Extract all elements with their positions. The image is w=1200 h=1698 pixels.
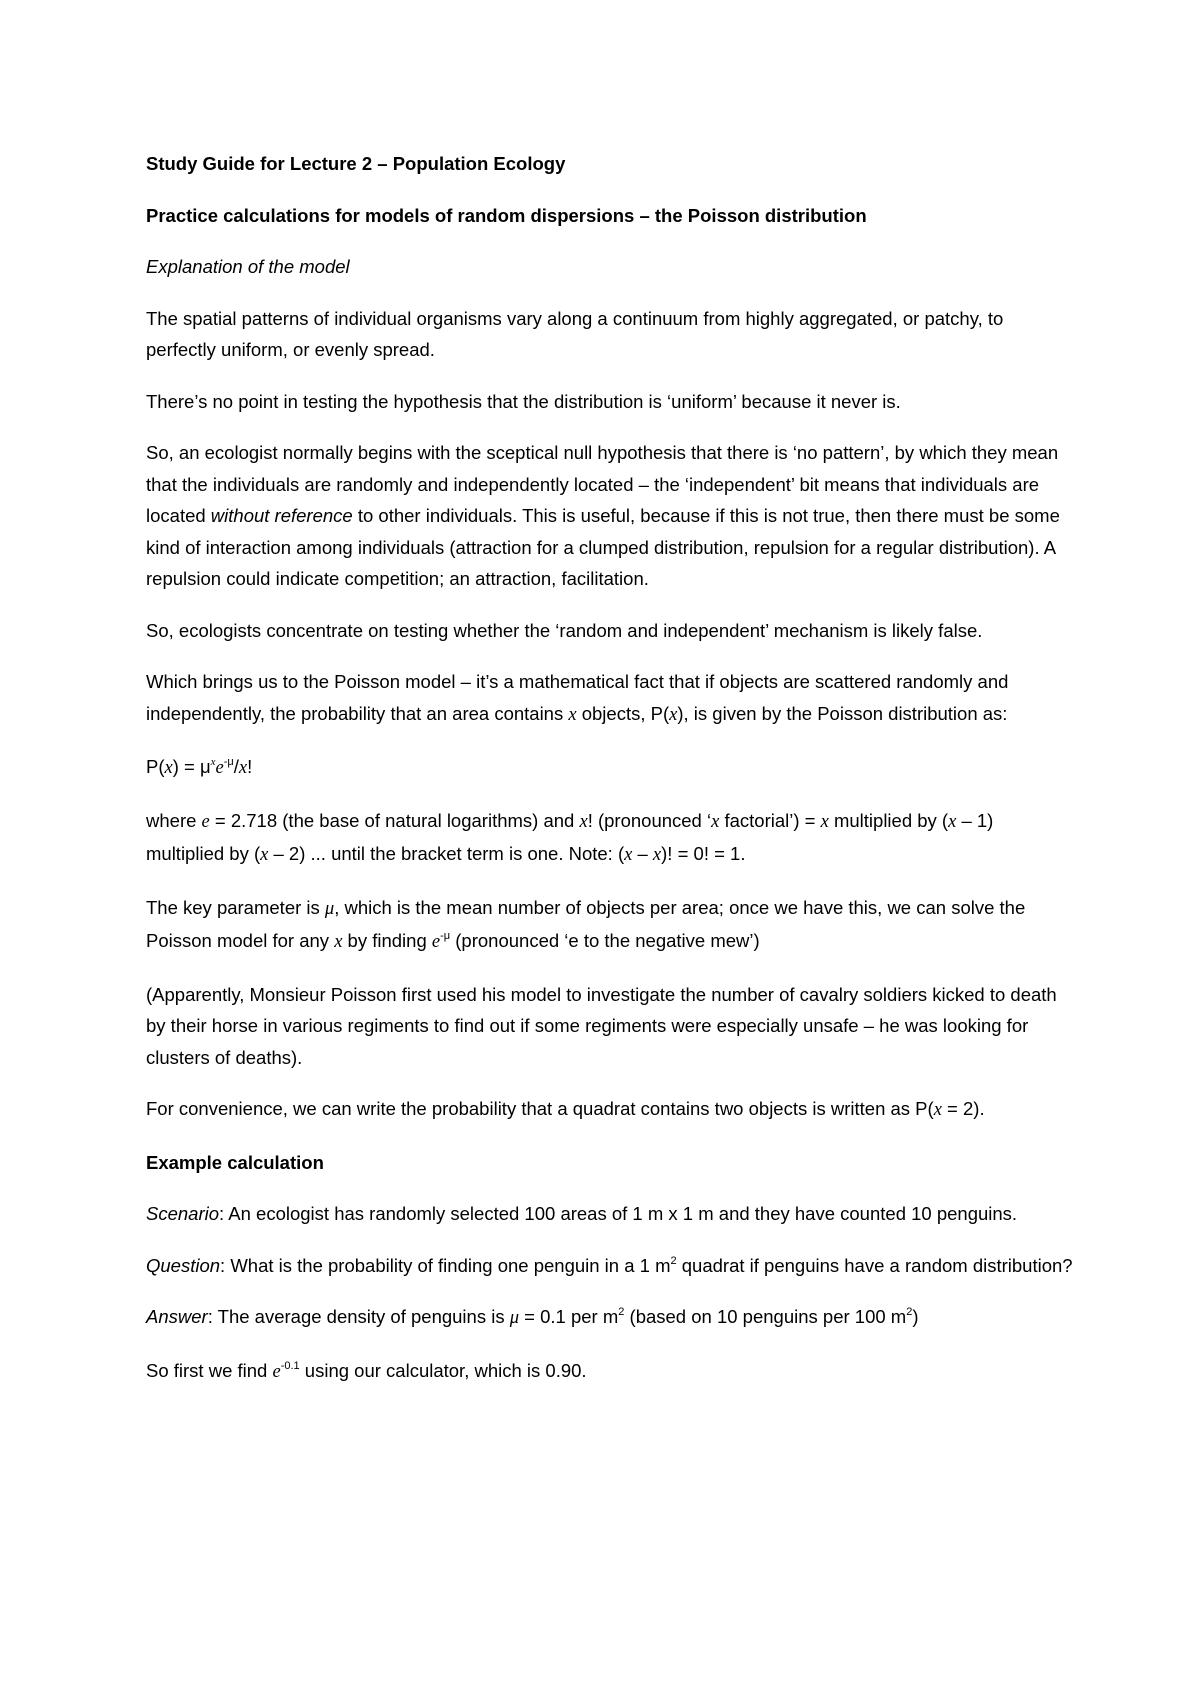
- math-variable: x: [238, 758, 248, 778]
- math-variable: x: [568, 704, 577, 725]
- document-page: [146, 148, 1076, 1408]
- text-run: (based on 10 penguins per 100 m: [624, 1306, 907, 1327]
- superscript: -0.1: [280, 1359, 300, 1372]
- math-variable: x: [652, 845, 662, 865]
- text-run: factorial’) =: [719, 809, 821, 831]
- text-run: – 2) ... until the bracket term is one. Note: (: [268, 843, 625, 864]
- text-run: ! (pronounced ‘: [587, 809, 712, 831]
- text-run: So first we find: [146, 1359, 273, 1381]
- text-run: – 1) multiplied by (: [146, 809, 994, 864]
- text-run: : The average density of penguins is: [207, 1306, 510, 1327]
- text-run: = 2.718 (the base of natural logarithms) and: [209, 809, 580, 831]
- text-run: )! = 0! = 1.: [661, 843, 746, 864]
- math-variable: e: [431, 932, 441, 952]
- answer-label: Answer: [146, 1306, 208, 1327]
- text-run: : What is the probability of finding one penguin in a 1 m: [220, 1254, 671, 1276]
- section-heading-explanation: Explanation of the model: [146, 256, 350, 277]
- math-variable: x: [820, 811, 829, 832]
- emphasis-text: without reference: [210, 505, 353, 526]
- paragraph-key-parameter: [146, 892, 1076, 959]
- paragraph-calculation: [146, 1355, 1076, 1389]
- superscript: -μ: [223, 756, 234, 768]
- text-run: by finding: [342, 930, 432, 951]
- text-run: ): [912, 1306, 919, 1327]
- math-variable: e: [215, 758, 224, 778]
- paragraph-answer: [146, 1301, 1076, 1335]
- math-variable: x: [669, 704, 678, 725]
- text-run: So, an ecologist normally begins with the sceptical null hypothesis that there is ‘no pattern’, by which they mean that the individuals are randomly and independently located – the ‘independent’ bit means that individuals are located: [146, 442, 1059, 526]
- text-run: (pronounced ‘e to the negative mew’): [450, 930, 760, 951]
- text-run: multiplied by (: [828, 809, 949, 831]
- math-variable: x: [260, 845, 269, 865]
- math-variable: x: [933, 1100, 942, 1120]
- text-run: = 2).: [941, 1098, 985, 1119]
- document-title: Study Guide for Lecture 2 – Population Ecology: [146, 153, 566, 174]
- math-variable: x: [579, 811, 588, 832]
- poisson-formula: [146, 751, 1076, 785]
- scenario-label: Scenario: [146, 1203, 220, 1224]
- text-run: The key parameter is: [146, 896, 325, 918]
- text-run: For convenience, we can write the probability that a quadrat contains two objects is written as P(: [146, 1098, 934, 1119]
- text-run: Which brings us to the Poisson model – it’s a mathematical fact that if objects are scattered randomly and independently, the probability that an area contains: [146, 671, 1009, 724]
- text-run: quadrat if penguins have a random distribution?: [676, 1254, 1073, 1276]
- document-subtitle: Practice calculations for models of random dispersions – the Poisson distribution: [146, 204, 867, 226]
- superscript: 2: [618, 1306, 625, 1318]
- math-variable: e: [272, 1361, 281, 1382]
- text-run: –: [632, 843, 653, 864]
- superscript: x: [210, 756, 216, 768]
- text-run: using our calculator, which is 0.90.: [299, 1359, 587, 1381]
- text-run: , which is the mean number of objects per area; once we have this, we can solve the Poisson model for any: [146, 896, 1026, 951]
- math-variable: e: [201, 811, 210, 832]
- text-run: ), is given by the Poisson distribution as:: [677, 702, 1008, 724]
- text-run: ) = μ: [172, 756, 211, 777]
- paragraph-poisson-model: [146, 666, 1076, 731]
- superscript: -μ: [440, 930, 451, 942]
- math-variable: x: [711, 811, 720, 832]
- paragraph-spatial-patterns: The spatial patterns of individual organisms vary along a continuum from highly aggregated, or patchy, to perfectly uniform, or evenly spread.: [146, 307, 1004, 360]
- paragraph-notation: [146, 1093, 1076, 1127]
- paragraph-question: [146, 1250, 1076, 1282]
- question-label: Question: [146, 1254, 221, 1276]
- text-run: where: [146, 809, 202, 831]
- paragraph-null-hypothesis: [146, 437, 1076, 595]
- paragraph-random-independent: So, ecologists concentrate on testing whether the ‘random and independent’ mechanism is likely false.: [146, 619, 983, 641]
- text-run: objects, P(: [576, 702, 670, 724]
- text-run: : An ecologist has randomly selected 100 areas of 1 m x 1 m and they have counted 10 penguins.: [219, 1203, 1018, 1224]
- math-variable: μ: [324, 898, 335, 919]
- paragraph-cavalry-anecdote: (Apparently, Monsieur Poisson first used his model to investigate the number of cavalry soldiers kicked to death by their horse in various regiments to find out if some regiments were especially unsafe – he was looking for clusters of deaths).: [146, 983, 1057, 1068]
- superscript: 2: [670, 1254, 677, 1267]
- paragraph-factorial: [146, 805, 1076, 872]
- text-run: P(: [146, 756, 165, 777]
- section-heading-example: Example calculation: [146, 1151, 324, 1173]
- math-variable: x: [164, 758, 173, 778]
- math-variable: x: [948, 811, 957, 832]
- math-variable: μ: [509, 1308, 520, 1328]
- math-variable: x: [624, 845, 633, 865]
- text-run: !: [247, 756, 253, 777]
- text-run: /: [233, 756, 239, 777]
- paragraph-uniform: There’s no point in testing the hypothesis that the distribution is ‘uniform’ because it never is.: [146, 390, 901, 412]
- superscript: 2: [906, 1306, 913, 1318]
- paragraph-scenario: [146, 1198, 1076, 1230]
- text-run: to other individuals. This is useful, because if this is not true, then there must be some kind of interaction among individuals (attraction for a clumped distribution, repulsion for a regular distribution). A repulsion could indicate competition; an attraction, facilitation.: [146, 505, 1060, 589]
- math-variable: x: [334, 932, 343, 952]
- text-run: = 0.1 per m: [519, 1306, 619, 1327]
